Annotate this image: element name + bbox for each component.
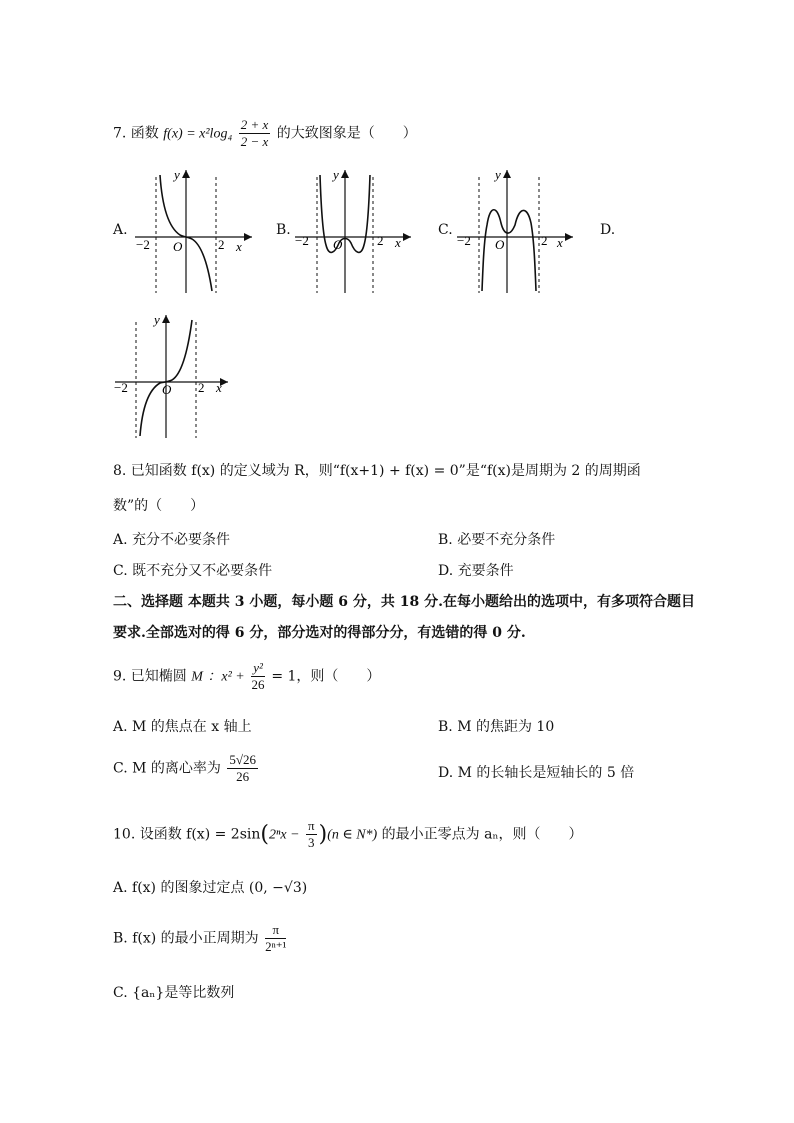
q9-option-d: D. M 的长轴长是短轴长的 5 倍 bbox=[438, 765, 635, 781]
graph-a-origin: O bbox=[173, 239, 183, 254]
q9-fraction: $\frac{\text{y²}}{26}$ bbox=[251, 660, 265, 692]
q10-stem: 10. 设函数 f(x) = 2sin(2ⁿx − $\frac{\pi}{3}$ )(n ∈ N*) 的最小正零点为 aₙ，则（ ） bbox=[113, 818, 583, 850]
graph-d-y-label: y bbox=[154, 312, 160, 327]
q8-option-c: C. 既不充分又不必要条件 bbox=[113, 563, 273, 579]
q10-option-c: C. {aₙ}是等比数列 bbox=[113, 985, 235, 1001]
q7-stem bbox=[113, 117, 417, 150]
graph-b-origin: O bbox=[333, 237, 343, 252]
q8-option-a: A. 充分不必要条件 bbox=[113, 532, 231, 548]
section-heading-line2: 要求.全部选对的得 6 分，部分选对的得部分分，有选错的得 0 分. bbox=[113, 625, 526, 641]
graph-c-origin: O bbox=[495, 237, 505, 252]
q8-stem-line2: 数”的（ ） bbox=[113, 498, 205, 514]
q8-option-b: B. 必要不充分条件 bbox=[438, 532, 556, 548]
q7-graph-b bbox=[293, 165, 423, 295]
q9-ellipse-name: M bbox=[191, 669, 203, 685]
graph-c-y-label: y bbox=[495, 167, 501, 182]
q7-option-a-label: A. bbox=[113, 222, 128, 238]
graph-b-y-label: y bbox=[333, 167, 339, 182]
graph-a-pos-tick: 2 bbox=[218, 237, 225, 252]
q7-number: 7. 函数 bbox=[113, 125, 159, 142]
q7-graph-d bbox=[110, 310, 240, 440]
graph-c-x-label: x bbox=[557, 235, 563, 250]
q10-option-b: B. f(x) 的最小正周期为 $\frac{\pi}{\text{2ⁿ⁺¹}}$ bbox=[113, 922, 287, 954]
q7-fraction: $\frac{2 + x}{2 - x}$ bbox=[240, 117, 269, 149]
graph-b-pos-tick: 2 bbox=[377, 233, 384, 248]
graph-b-neg-tick: −2 bbox=[295, 233, 309, 248]
q10-fraction: $\frac{\pi}{3}$ bbox=[308, 818, 315, 850]
q7-graph-c bbox=[455, 165, 585, 295]
graph-d-origin: O bbox=[162, 382, 172, 397]
graph-c-neg-tick: −2 bbox=[457, 233, 471, 248]
q9-c-fraction: $\frac{5√26}{26}$ bbox=[229, 752, 256, 784]
q7-option-c-label: C. bbox=[438, 222, 453, 238]
q10-pre: 10. 设函数 f(x) = 2sin bbox=[113, 826, 261, 843]
q8-stem-line1: 8. 已知函数 f(x) 的定义域为 R，则“f(x+1) + f(x) = 0”是“f(x)是周期为 2 的周期函 bbox=[113, 463, 641, 479]
graph-d-neg-tick: −2 bbox=[114, 380, 128, 395]
q10-option-a: A. f(x) 的图象过定点 (0, −√3) bbox=[113, 880, 308, 896]
graph-a-y-label: y bbox=[174, 167, 180, 182]
q8-option-d: D. 充要条件 bbox=[438, 563, 514, 579]
graph-d-pos-tick: 2 bbox=[198, 380, 205, 395]
q7-graph-a bbox=[130, 165, 260, 295]
q7-option-b-label: B. bbox=[276, 222, 291, 238]
q9-stem bbox=[113, 660, 380, 693]
graph-a-x-label: x bbox=[236, 239, 242, 254]
q9-eq-pre: ：x² + bbox=[207, 669, 245, 685]
q9-option-a: A. M 的焦点在 x 轴上 bbox=[113, 719, 252, 735]
q9-option-b: B. M 的焦距为 10 bbox=[438, 719, 555, 735]
q10-post: 的最小正零点为 aₙ，则（ ） bbox=[381, 826, 583, 843]
graph-b-x-label: x bbox=[395, 235, 401, 250]
q9-option-c: C. M 的离心率为 $\frac{5√26}{26}$ bbox=[113, 752, 256, 784]
section-heading-line1: 二、选择题 本题共 3 小题，每小题 6 分，共 18 分.在每小题给出的选项中，有多项符合题目 bbox=[113, 594, 695, 610]
graph-c-pos-tick: 2 bbox=[541, 233, 548, 248]
q7-tail: 的大致图象是（ ） bbox=[276, 125, 417, 142]
q10-b-fraction: $\frac{\pi}{\text{2ⁿ⁺¹}}$ bbox=[265, 922, 287, 954]
graph-a-neg-tick: −2 bbox=[136, 237, 150, 252]
q9-eq-post: = 1，则（ ） bbox=[271, 668, 381, 685]
q9-pre: 9. 已知椭圆 bbox=[113, 668, 187, 685]
q7-function: f(x) = x²log₄ bbox=[163, 126, 233, 142]
graph-d-x-label: x bbox=[216, 380, 222, 395]
q7-option-d-label: D. bbox=[600, 222, 616, 238]
